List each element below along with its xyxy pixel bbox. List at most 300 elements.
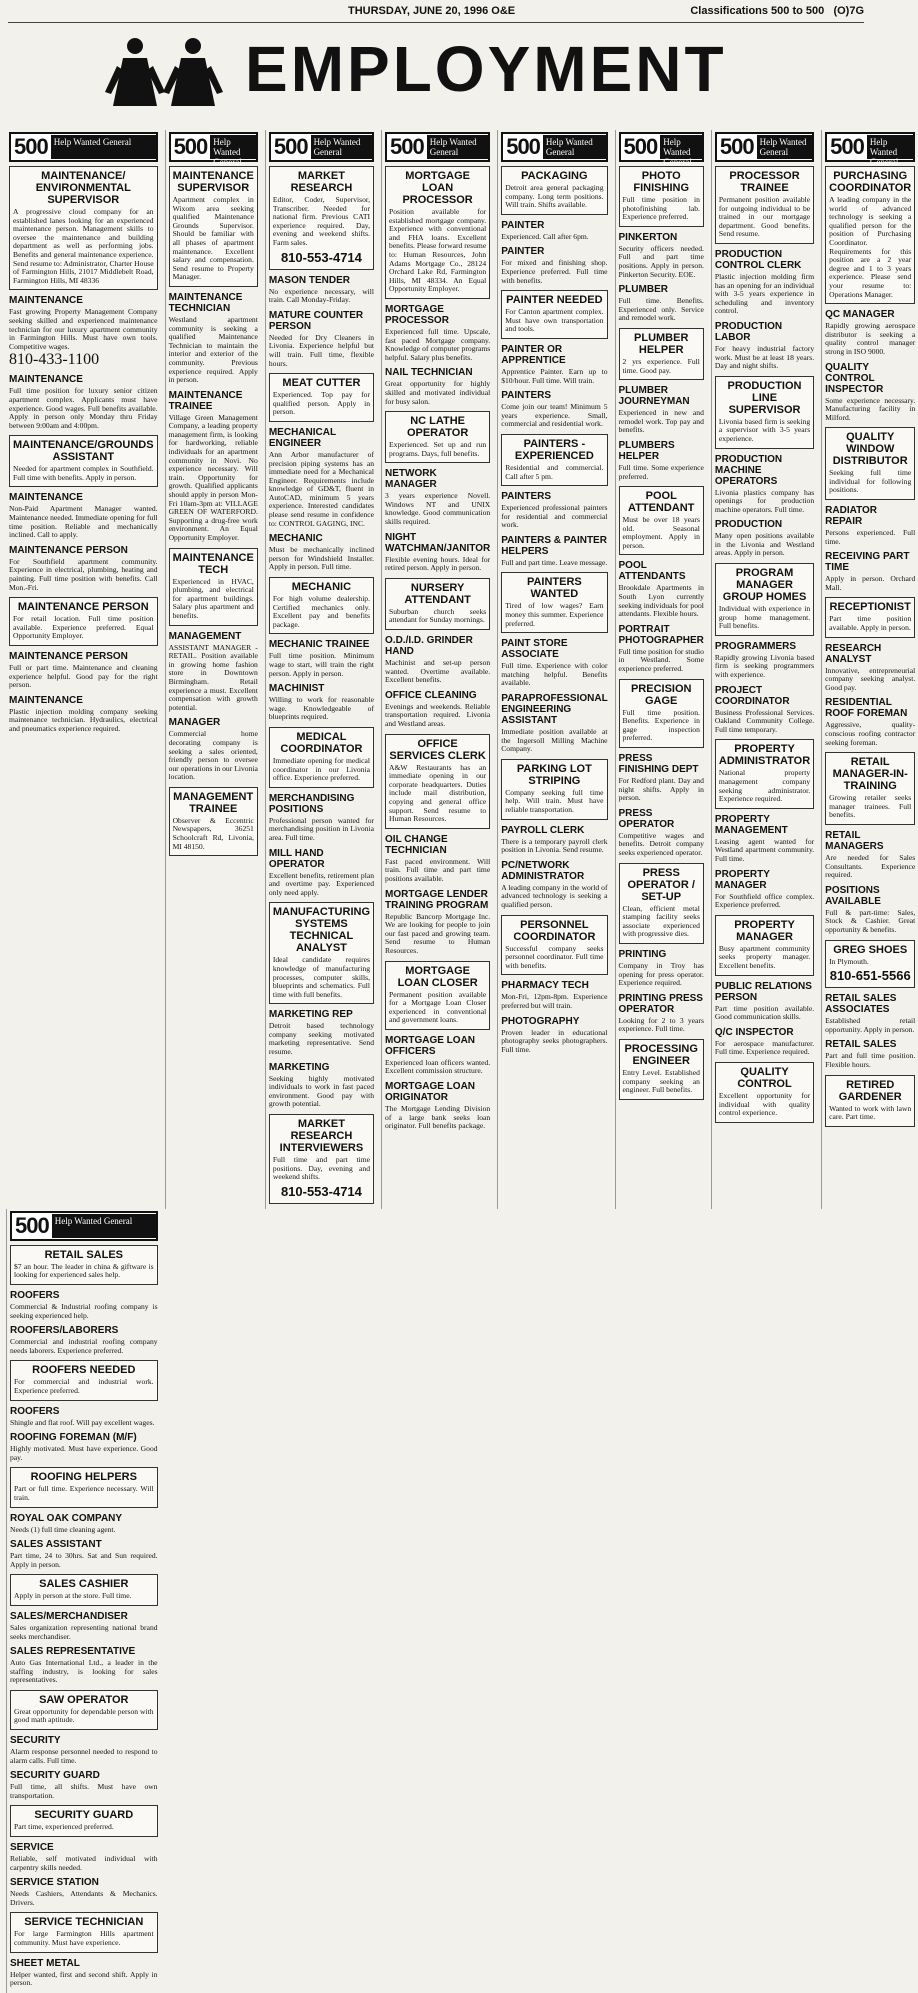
classified-ad <box>825 830 915 880</box>
classified-ad <box>619 993 704 1034</box>
ad-title: PRESS OPERATOR / SET-UP <box>627 866 695 903</box>
ad-body: Full time. Some experience preferred. <box>618 462 704 481</box>
section-label: Help Wanted General <box>210 135 256 159</box>
ad-title: NC LATHE OPERATOR <box>406 415 469 440</box>
ad-title: PRESS FINISHING DEPT <box>618 753 699 775</box>
ad-body: Experienced in new and remodel work. Top pay and benefits. <box>618 408 704 435</box>
ad-body: $7 an hour. The leader in china & giftware is looking for experienced sales help. <box>14 1261 154 1280</box>
classified-ad <box>619 949 704 988</box>
classified-columns <box>6 130 916 1988</box>
ad-body: Innovative, entrepreneurial company seeking analyst. Good pay. <box>825 665 916 692</box>
classified-ad <box>715 685 814 735</box>
ad-body: Seeking full time individual for following positions. <box>829 468 912 495</box>
section-header <box>501 132 607 162</box>
ad-body: Proven leader in educational photography seeks photographers. Full time. <box>501 1027 608 1054</box>
ad-body: Part time position available. Apply in person. <box>829 614 912 633</box>
section-label: Classifications 500 to 500 <box>690 5 825 17</box>
ad-title: RETAIL SALES <box>44 1248 123 1261</box>
classified-ad <box>501 246 607 285</box>
ad-body: For Southfield apartment community. Experience in electrical, plumbing, heating and painting. Full time position with benefits. Call Mon.-Fri. <box>9 556 158 592</box>
classified-ad <box>9 166 158 290</box>
ad-body: A leading company in the world of advanced technology is seeking a qualified person for the position of Purchasing Coordinator. Requirements for this position are a 2 year degree and 1 to 3 years experience. Please send your resume to: Operations Manager. <box>829 195 912 299</box>
ad-title: PLUMBER HELPER <box>634 331 689 356</box>
ad-body: Persons experienced. Full time. <box>825 528 916 546</box>
ad-title: PROCESSOR TRAINEE <box>729 170 800 194</box>
ad-body: Commercial and industrial roofing company needs laborers. Experience preferred. <box>10 1337 158 1355</box>
ad-title: MORTGAGE LOAN PROCESSOR <box>402 170 473 206</box>
ad-body: Permanent position available for a Mortgage Loan Closer experienced in conventional and government loans. <box>389 989 487 1025</box>
ad-body: Wanted to work with lawn care. Part time. <box>829 1103 912 1122</box>
ad-body: Immediate opening for medical coordinator in our Livonia office. Experience preferred. <box>272 755 371 783</box>
ad-body: ASSISTANT MANAGER - RETAIL. Position available in growing home fashion store in Downtown Birmingham. Retail experience a must. Excellent compensation with growth potential. <box>168 642 258 712</box>
classified-ad <box>825 505 915 546</box>
ad-body: Experienced in HVAC, plumbing, and electrical for apartment buildings. Salary plus apartment and benefits. <box>172 576 254 620</box>
ad-body: Experienced. Call after 6pm. <box>501 231 589 241</box>
ad-body: Full time. Benefits. Experienced only. Service and remodel work. <box>618 296 704 323</box>
ad-body: In Plymouth. <box>829 956 869 966</box>
ad-body: Commercial home decorating company is seeking a sales oriented, friendly person to oversee our operations in our Livonia location. <box>168 729 258 782</box>
ad-column <box>497 130 610 1209</box>
ad-title: PRODUCTION <box>714 519 783 531</box>
section-header <box>619 132 704 167</box>
classified-ad <box>10 1690 158 1730</box>
ad-title: MECHANIC <box>291 581 352 594</box>
classified-ad <box>385 690 490 729</box>
classified-ad <box>501 1016 607 1055</box>
classified-ad <box>9 374 158 430</box>
ad-body: Looking for 2 to 3 years experience. Full time. <box>618 1015 704 1034</box>
ad-title: PAINTER <box>501 246 545 258</box>
ad-title: PAINTERS - EXPERIENCED <box>514 437 594 462</box>
classified-ad <box>825 309 915 356</box>
ad-body: Reliable, self motivated individual with carpentry skills needed. <box>10 1854 158 1872</box>
ad-body: Individual with experience in group home management. Full benefits. <box>718 604 811 631</box>
ad-body: Editor, Coder, Supervisor, Transcriber. Needed for national firm. Previous CATI experience required. Day, evening and weekend shifts. Farm sales. <box>272 195 371 247</box>
classified-ad <box>10 1467 158 1507</box>
ad-body: For Southfield office complex. Experience preferred. <box>714 891 815 910</box>
ad-body: Established retail opportunity. Apply in person. <box>825 1016 916 1034</box>
page-header <box>8 2 864 23</box>
classified-ad <box>10 1513 158 1535</box>
ad-body: Full & part-time: Sales, Stock & Cashier. Great opportunity & benefits. <box>825 907 916 934</box>
section-label: Help Wanted General <box>543 135 606 159</box>
classified-ad <box>10 1912 158 1952</box>
ad-body: Great opportunity for highly skilled and motivated individual for busy salon. <box>385 379 491 406</box>
ad-body: Apply in person. Orchard Mall. <box>825 574 916 592</box>
ad-body: Livonia based firm is seeking a supervisor with 3-5 years experience. <box>718 416 811 443</box>
section-line <box>690 5 864 17</box>
ad-title: MECHANIC TRAINEE <box>268 639 370 651</box>
ad-title: SERVICE <box>10 1842 54 1854</box>
classified-ad <box>9 545 158 592</box>
classified-ad <box>619 808 704 858</box>
ad-body: The Mortgage Lending Division of a large bank seeks loan originator. Full benefits package. <box>385 1104 491 1131</box>
ad-phone: 810-651-5566 <box>829 968 911 984</box>
ad-body: 2 yrs experience. Full time. Good pay. <box>622 356 700 375</box>
classified-ad <box>825 752 915 825</box>
ad-title: SHEET METAL <box>10 1957 80 1969</box>
ad-body: There is a temporary payroll clerk position in Livonia. Send resume. <box>501 836 608 855</box>
classified-ad <box>501 390 607 429</box>
ad-body: Company in Troy has opening for press operator. Experience required. <box>618 960 704 988</box>
classified-ad <box>825 697 915 747</box>
ad-title: QUALITY CONTROL INSPECTOR <box>825 361 884 395</box>
classified-ad <box>385 304 490 362</box>
classified-ad <box>10 1735 158 1765</box>
ad-title: PACKAGING <box>521 170 588 182</box>
classified-ad <box>619 863 704 944</box>
ad-title: ROOFERS NEEDED <box>32 1364 136 1377</box>
ad-title: POSITIONS AVAILABLE <box>825 884 881 907</box>
classified-ad <box>385 166 490 299</box>
ad-title: SALES/MERCHANDISER <box>10 1610 128 1622</box>
ad-title: PARAPROFESSIONAL ENGINEERING ASSISTANT <box>501 693 608 727</box>
ad-title: PROJECT COORDINATOR <box>714 684 790 707</box>
ad-title: SALES CASHIER <box>39 1578 129 1591</box>
ad-title: MARKET RESEARCH INTERVIEWERS <box>279 1118 364 1155</box>
section-header <box>715 132 814 162</box>
classified-ad <box>501 220 607 242</box>
classified-ad <box>825 1075 915 1127</box>
classified-ad <box>825 597 915 637</box>
classified-ad <box>715 376 814 449</box>
classified-ad <box>269 793 374 843</box>
ad-body: Republic Bancorp Mortgage Inc. We are looking for people to join our fast paced and growing team. Send resume to Human Resources. <box>385 911 491 955</box>
ad-body: Needed for apartment complex in Southfield. Full time with benefits. Apply in person. <box>13 464 154 482</box>
ad-body: Part and full time position. Flexible hours. <box>825 1051 916 1069</box>
section-label: Help Wanted General <box>311 135 372 159</box>
section-label: Help Wanted General <box>867 135 913 159</box>
ad-title: SALES ASSISTANT <box>10 1539 102 1551</box>
ad-title: MATURE COUNTER PERSON <box>268 309 364 332</box>
section-number: 500 <box>14 134 48 159</box>
classified-ad <box>10 1406 158 1428</box>
classified-ad <box>10 1646 158 1685</box>
ad-title: PAINTERS WANTED <box>526 576 582 601</box>
ad-title: QUALITY CONTROL <box>737 1065 792 1090</box>
classified-ad <box>715 454 814 515</box>
ad-title: PROPERTY ADMINISTRATOR <box>718 743 811 768</box>
ad-title: MECHANIC <box>268 533 323 545</box>
ad-title: MARKETING REP <box>268 1009 353 1021</box>
section-header <box>385 132 490 162</box>
ad-body: Permanent position available for outgoing individual to be trained in our mortgage department. Good benefits. Send resume. <box>718 195 811 239</box>
ad-title: ROYAL OAK COMPANY <box>10 1512 123 1524</box>
classified-ad <box>269 1062 374 1109</box>
ad-title: RETAIL MANAGER-IN-TRAINING <box>832 756 908 793</box>
ad-title: MAINTENANCE TECHNICIAN <box>168 291 243 314</box>
ad-title: PUBLIC RELATIONS PERSON <box>714 980 812 1003</box>
ad-title: MASON TENDER <box>268 274 350 286</box>
classified-ad <box>715 739 814 808</box>
classified-ad <box>619 753 704 803</box>
classified-ad <box>169 166 258 287</box>
classified-ad <box>385 961 490 1030</box>
ad-body: Excellent benefits, retirement plan and overtime pay. Experienced only need apply. <box>268 870 375 897</box>
ad-body: Are needed for Sales Consultants. Experience required. <box>825 852 916 880</box>
classified-ad <box>501 759 607 820</box>
classified-ad <box>169 548 258 626</box>
classified-ad <box>385 1081 490 1131</box>
ad-body: Fast growing Property Management Company seeking skilled and experienced maintenance technician for our luxury apartment community in Farmington Hills. Must have own tools. Competitive wages. <box>9 307 158 351</box>
classified-ad <box>501 434 607 486</box>
ad-body: Competitive wages and benefits. Detroit company seeks experienced operator. <box>618 830 704 857</box>
classified-ad <box>825 551 915 592</box>
ad-body: For Canton apartment complex. Must have own transportation and tools. <box>505 307 604 334</box>
classified-ad <box>501 166 607 215</box>
section-header <box>10 1211 158 1241</box>
ad-body: Successful company seeks personnel coordinator. Full time with benefits. <box>505 943 604 970</box>
classified-ad <box>9 435 158 487</box>
ad-title: MAINTENANCE PERSON <box>9 544 128 556</box>
ad-column <box>265 130 377 1209</box>
classified-ad <box>269 577 374 634</box>
section-label: Help Wanted General <box>660 135 702 159</box>
ad-body: Part time position available. Good communication skills. <box>714 1003 815 1022</box>
ad-title: PHOTOGRAPHY <box>501 1015 580 1027</box>
ad-body: No experience necessary, will train. Call Monday-Friday. <box>268 286 375 305</box>
section-number: 500 <box>390 134 424 159</box>
ad-title: PRECISION GAGE <box>630 682 692 707</box>
classified-ad <box>269 727 374 788</box>
ad-title: MAINTENANCE/GROUNDS ASSISTANT <box>13 439 154 464</box>
ad-body: Experienced professional painters for residential and commercial work. <box>501 503 608 530</box>
ad-title: NAIL TECHNICIAN <box>385 367 473 379</box>
ad-column <box>711 130 817 1209</box>
ad-body: Ann Arbor manufacturer of precision piping systems has an immediate need for a Mechanical Engineer. Requirements include knowledge of GD&T, fluent in AutoCAD, minimum 5 years experience. Interested candidates please send resume in confidence to: CONTROL GAGING, INC. <box>268 449 375 528</box>
ad-title: QUALITY WINDOW DISTRIBUTOR <box>832 431 908 468</box>
ad-body: Part time, experienced preferred. <box>14 1822 114 1832</box>
ad-body: Great opportunity for dependable person with good math aptitude. <box>14 1706 154 1725</box>
classified-ad <box>715 641 814 680</box>
classified-ad <box>385 367 490 406</box>
ad-title: MAINTENANCE <box>9 295 83 307</box>
ad-body: Entry Level. Established company seeking an engineer. Full benefits. <box>622 1067 700 1095</box>
ad-body: Fast paced environment. Will train. Full time and part time positions available. <box>385 856 491 883</box>
ad-title: MANAGER <box>168 717 221 729</box>
ad-body: A&W Restaurants has an immediate opening in our corporate headquarters. Duties include mail distribution, copying and general office support. Send resume to Human Resources. <box>389 762 487 824</box>
ad-title: MECHANICAL ENGINEER <box>268 426 336 449</box>
ad-column <box>615 130 707 1209</box>
ad-title: MAINTENANCE <box>9 374 83 386</box>
ad-body: Livonia plastics company has openings for production machine operators. Full time. <box>714 487 815 514</box>
ad-body: Machinist and set-up person wanted. Overtime available. Excellent benefits. <box>385 658 491 685</box>
classified-ad <box>10 1245 158 1285</box>
classified-ad <box>10 1958 158 1988</box>
classified-ad <box>10 1805 158 1837</box>
classified-ad <box>169 292 258 385</box>
ad-title: PAINT STORE ASSOCIATE <box>501 638 568 661</box>
section-number: 500 <box>830 134 864 159</box>
classified-ad <box>10 1877 158 1907</box>
section-label: Help Wanted General <box>757 135 813 159</box>
ad-title: Q/C INSPECTOR <box>714 1026 794 1038</box>
ad-body: A progressive cloud company for an established lanes looking for an experienced maintenance person. Management skills to oversee the maintenance and building department as well as performing jobs. Benefits and general maintenance experience. Send resume to: Administrator, Charter House of Farmington Hills, 21017 Middlebelt Road, Farmington Hills, MI 48336 <box>13 207 154 285</box>
ad-title: RETAIL SALES <box>825 1039 897 1051</box>
ad-column <box>381 130 493 1209</box>
ad-title: MEDICAL COORDINATOR <box>280 730 363 755</box>
classified-ad <box>169 717 258 782</box>
ad-title: SECURITY <box>10 1735 61 1747</box>
ad-title: PAINTER <box>501 219 545 231</box>
classified-ad <box>715 519 814 558</box>
classified-ad <box>825 1039 915 1069</box>
ad-title: PARKING LOT STRIPING <box>516 762 592 787</box>
ad-title: MAINTENANCE PERSON <box>9 651 128 662</box>
classified-ad <box>501 825 607 855</box>
ad-body: Busy apartment community seeks property manager. Excellent benefits. <box>718 943 811 970</box>
classified-ad <box>715 321 814 371</box>
ad-title: GREG SHOES <box>833 943 908 956</box>
classified-ad <box>269 166 374 270</box>
ad-title: PLUMBERS HELPER <box>618 439 675 462</box>
ad-body: Full time position. Minimum wage to start, will train the right person. Apply in person. <box>268 651 375 678</box>
classified-ad <box>385 834 490 884</box>
ad-title: ROOFERS/LABORERS <box>10 1325 119 1337</box>
ad-body: For heavy industrial factory work. Must be at least 18 years. Day and night shifts. <box>714 343 815 371</box>
ad-title: PURCHASING COORDINATOR <box>829 170 912 194</box>
ad-body: Full time position for luxury senior citizen apartment complex. Applicants must have experience. Good wages. Full benefits available. Apply in person only Monday thru Friday between 9:00am and 4:00pm. <box>9 386 158 430</box>
classified-ad <box>619 284 704 323</box>
classified-ad <box>619 166 704 227</box>
classified-ad <box>10 1360 158 1400</box>
ad-title: RETAIL MANAGERS <box>825 829 884 852</box>
classified-ad <box>715 563 814 636</box>
classified-ad <box>169 390 258 543</box>
ad-body: Experienced full time. Upscale, fast paced Mortgage company. Knowledge of computer programs helpful. Salary plus benefits. <box>385 326 491 362</box>
masthead <box>105 26 775 114</box>
classified-ad <box>715 249 814 316</box>
ad-body: Seeking highly motivated individuals to work in fast paced environment. Good pay with growth potential. <box>268 1073 375 1109</box>
ad-title: PRINTING <box>618 948 667 960</box>
classified-ad <box>9 695 158 734</box>
classified-ad <box>269 639 374 678</box>
masthead-title: EMPLOYMENT <box>245 33 727 105</box>
ad-body: Shingle and flat roof. Will pay excellent wages. <box>10 1417 155 1427</box>
classified-ad <box>10 1290 158 1320</box>
ad-title: MERCHANDISING POSITIONS <box>268 792 355 815</box>
ad-title: RECEIVING PART TIME <box>825 551 910 574</box>
ad-title: ROOFING HELPERS <box>30 1471 137 1484</box>
ad-title: SERVICE TECHNICIAN <box>24 1916 144 1929</box>
section-label: Help Wanted General <box>52 1214 156 1238</box>
ad-title: RESEARCH ANALYST <box>825 642 882 665</box>
ad-body: Experienced. Set up and run programs. Days, full benefits. <box>389 440 487 458</box>
ad-title: OFFICE CLEANING <box>385 689 477 701</box>
ad-body: Non-Paid Apartment Manager wanted. Maintenance needed. Immediate opening for full time position. Reliable and mechanically inclined. Call to apply. <box>9 504 158 540</box>
classified-ad <box>619 385 704 435</box>
ad-body: Aggressive, quality-conscious roofing contractor seeking foreman. <box>825 720 916 747</box>
ad-body: For large Farmington Hills apartment community. Must have experience. <box>14 1929 154 1947</box>
classified-ad <box>10 1574 158 1606</box>
ad-title: PRODUCTION CONTROL CLERK <box>714 248 802 271</box>
classified-ad <box>825 940 915 989</box>
ad-body: Sales organization representing national brand seeks merchandiser. <box>10 1622 158 1641</box>
classified-ad <box>385 635 490 685</box>
ad-body: Must be over 18 years old. Seasonal employment. Apply in person. <box>622 515 700 550</box>
classified-ad <box>501 535 607 568</box>
ad-title: QC MANAGER <box>825 309 895 321</box>
ad-title: PROPERTY MANAGER <box>734 918 795 943</box>
ad-body: Business Professional Services. Oakland Community College. Full time temporary. <box>714 707 815 734</box>
ad-body: Needs (1) full time cleaning agent. <box>10 1524 116 1534</box>
classified-ad <box>715 915 814 976</box>
ad-body: Clean, efficient metal stamping facility seeks associate experienced with progressive dies. <box>622 903 700 939</box>
section-number: 500 <box>15 1212 49 1238</box>
classified-ad <box>825 993 915 1034</box>
ad-body: Full time position for studio in Westland. Some experience preferred. <box>618 646 704 674</box>
classified-ad <box>269 1114 374 1204</box>
ad-body: Detroit based technology company seeking motivated marketing representative. Send resume. <box>268 1021 375 1057</box>
classified-ad <box>825 885 915 935</box>
classified-ad <box>385 468 490 526</box>
classified-ad <box>825 643 915 693</box>
classified-ad <box>385 734 490 829</box>
ad-title: PLUMBER <box>618 284 668 296</box>
ad-title: PHARMACY TECH <box>501 980 589 992</box>
ad-title: MORTGAGE LOAN ORIGINATOR <box>385 1081 476 1104</box>
ad-body: Full or part time. Maintenance and cleaning experience helpful. Good pay for the right person. <box>9 663 158 690</box>
section-label: Help Wanted General <box>51 135 156 159</box>
ad-title: PC/NETWORK ADMINISTRATOR <box>501 859 585 882</box>
classified-ad <box>715 981 814 1022</box>
section-number: 500 <box>273 134 308 159</box>
ad-phone: 810-553-4714 <box>280 1183 362 1199</box>
section-header <box>9 132 158 162</box>
ad-body: Growing retailer seeks manager trainees. Full benefits. <box>829 793 912 820</box>
ad-body: For commercial and industrial work. Experience preferred. <box>14 1377 154 1395</box>
ad-title: ROOFERS <box>10 1405 60 1417</box>
ad-body: Highly motivated. Must have experience. Good pay. <box>10 1444 158 1462</box>
ad-title: MAINTENANCE TECH <box>172 551 254 576</box>
ad-body: Full time and part time positions. Day, evening and weekend shifts. <box>272 1155 371 1182</box>
page-code: (O)7G <box>833 5 864 17</box>
ad-body: Come join our team! Minimum 5 years experience. Small, commercial and residential work. <box>501 402 608 429</box>
classified-ad <box>269 533 374 572</box>
ad-body: Village Green Management Company, a leading property management firm, is looking for hardworking, reliable individuals for an apartment community in Novi. No experience necessary. Will train. Opportunity for growth. Qualified applicants should apply in person Mon-Fri 10am-3pm at: VILLAGE GREEN OF WATERFORD. Supporting a drug-free work environment. An Equal Opportunity Employer. <box>168 412 258 542</box>
ad-body: For retail location. Full time position available. Experience preferred. Equal Opportunity Employer. <box>13 614 154 641</box>
ad-body: For mixed and finishing shop. Experience preferred. Full time with benefits. <box>501 258 608 285</box>
classified-ad <box>269 683 374 722</box>
classified-ad <box>501 693 607 754</box>
ad-title: MANUFACTURING SYSTEMS TECHNICAL ANALYST <box>272 906 371 955</box>
classified-ad <box>385 578 490 630</box>
ad-body: Position available for established mortgage company. Experience with conventional and FHA loans. Excellent benefits. Please forward resume to: Human Resources, John Adams Mortgage Co., 28124 Orchard Lake Rd, Farmington Hills, MI 48334. An Equal Opportunity Employer. <box>389 207 487 294</box>
ad-title: PAINTERS & PAINTER HELPERS <box>501 534 607 557</box>
ad-title: RESIDENTIAL ROOF FOREMAN <box>825 697 908 720</box>
ad-body: Many open positions available in the Livonia and Westland areas. Apply in person. <box>714 531 815 558</box>
ad-body: Security officers needed. Full and part time positions. Apply in person. Pinkerton Security. EOE. <box>618 243 704 279</box>
ad-body: Leasing agent wanted for Westland apartment community. Full time. <box>714 836 815 863</box>
ad-title: PRODUCTION MACHINE OPERATORS <box>714 453 783 487</box>
ad-title: ROOFERS <box>10 1290 60 1301</box>
ad-title: PERSONNEL COORDINATOR <box>513 918 596 943</box>
classified-ad <box>501 638 607 688</box>
ad-body: Professional person wanted for merchandising position in Livonia area. Full time. <box>268 815 375 842</box>
ad-title: MAINTENANCE <box>9 694 83 706</box>
ad-title: PRODUCTION LINE SUPERVISOR <box>727 379 802 416</box>
classified-ad <box>269 902 374 1004</box>
ad-title: OFFICE SERVICES CLERK <box>389 737 486 762</box>
ad-title: MAINTENANCE PERSON <box>17 601 149 614</box>
ad-title: RADIATOR REPAIR <box>825 505 878 528</box>
ad-body: Needed for Dry Cleaners in Livonia. Experience helpful but will train. Full time, flexible hours. <box>268 332 375 368</box>
classified-ad <box>269 1009 374 1056</box>
section-number: 500 <box>173 134 208 159</box>
ad-body: Plastic injection molding company seeking maintenance technician. Hydraulics, electrical and pneumatics experience required. <box>9 706 158 733</box>
classified-ad <box>501 290 607 339</box>
ad-body: Evenings and weekends. Reliable transportation required. Livonia and Westland areas. <box>385 701 491 728</box>
